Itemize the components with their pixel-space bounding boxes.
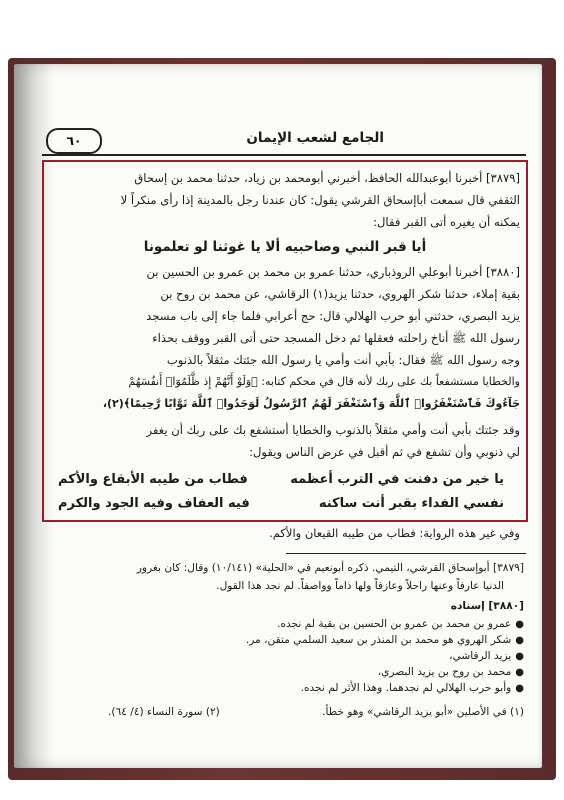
footnote-rule bbox=[286, 553, 526, 554]
quran-line: جَآءُوكَ فَٱسْتَغْفَرُوا۟ ٱللَّهَ وَٱسْتَغْفَرَ لَهُمُ ٱلرَّسُولُ لَوَجَدُوا۟ ٱللَّهَ تَوَّابًا رَّحِيمًا﴾(٢)، bbox=[102, 397, 520, 410]
bullet-icon: ● bbox=[515, 683, 524, 694]
poem-hemistich-left: فطاب من طيبه الأبقاع والأكم bbox=[58, 472, 248, 487]
list-item bbox=[378, 666, 524, 678]
bullet-icon: ● bbox=[515, 619, 524, 630]
poem-hemistich-left: فيه العفاف وفيه الجود والكرم bbox=[58, 496, 250, 511]
list-item bbox=[246, 634, 524, 646]
list-item-text: شكر الهروي هو محمد بن المنذر بن سعيد السلمي متقن، مر. bbox=[245, 634, 512, 646]
body-line: لي ذنوبي وأن تشفع في ثم أقبل في عرض الناس ويقول: bbox=[249, 445, 520, 459]
bullet-icon: ● bbox=[515, 635, 524, 646]
page-number: ٦٠ bbox=[46, 128, 102, 154]
body-line: يمكنه أن يغيره أتى القبر فقال: bbox=[373, 215, 520, 229]
footnote-3879-cont: الدنيا عارفاً وعنها راحلاً وعازفاً ولها ذاماً وواصفاً. لم نجد هذا القول. bbox=[216, 580, 504, 592]
footnote-3879: [٣٨٧٩] أبوإسحاق القرشي، التيمي. ذكره أبونعيم في «الحلية» (١٠/١٤١) وقال: كان بغرور bbox=[136, 562, 524, 574]
body-line: [٣٨٨٠] أخبرنا أبوعلي الروذباري، حدثنا عمرو بن محمد بن عمرو بن الحسين بن bbox=[146, 265, 520, 279]
list-item bbox=[449, 650, 524, 662]
body-line: الثقفي قال سمعت أباإسحاق القرشي يقول: كان عندنا رجل بالمدينة إذا رأى منكراً لا bbox=[120, 193, 520, 207]
list-item-text: عمرو بن محمد بن عمرو بن الحسين بن بقية لم نجده. bbox=[277, 618, 512, 630]
body-line: بقية إملاء، حدثنا شكر الهروي، حدثنا يزيد(١) الرقاشي، عن محمد بن روح بن bbox=[160, 287, 520, 301]
list-item bbox=[277, 618, 524, 630]
body-line: وقد جئتك بأبي أنت وأمي مثقلاً بالذنوب والخطايا أستشفع بك على ربك أن يغفر bbox=[146, 423, 520, 437]
page-header bbox=[42, 128, 526, 154]
list-item-text: يزيد الرقاشي، bbox=[449, 650, 512, 662]
verse-line: أيا قبر النبي وصاحبيه ألا يا غوثنا لو تعلمونا bbox=[143, 239, 427, 255]
poem-hemistich-right: نفسي الفداء بقبر أنت ساكنه bbox=[318, 496, 504, 511]
list-item-text: محمد بن روح بن يزيد البصري، bbox=[377, 666, 512, 678]
header-rule bbox=[42, 154, 526, 156]
bullet-icon: ● bbox=[515, 667, 524, 678]
list-item bbox=[301, 682, 524, 694]
body-line: والخطايا مستشفعاً بك على ربك لأنه قال في محكم كتابه: ﴿وَلَوْ أَنَّهُمْ إِذ ظَّلَمُوٓا۟ أَنفُسَهُمْ bbox=[128, 375, 520, 388]
body-line: [٣٨٧٩] أخبرنا أبوعبدالله الحافظ، أخبرني أبومحمد بن زياد، حدثنا محمد بن إسحاق bbox=[134, 171, 520, 185]
footnote-2: (٢) سورة النساء (٤/ ٦٤). bbox=[108, 706, 220, 718]
footnote-3880-heading: [٣٨٨٠] إسناده bbox=[450, 600, 524, 612]
variant-note: وفي غير هذه الرواية: فطاب من طيبه القيعان والأكم. bbox=[269, 526, 520, 540]
header-title: الجامع لشعب الإيمان bbox=[246, 130, 384, 146]
body-line: رسول الله ﷺ أناخ راحلته فعقلها ثم دخل المسجد حتى أتى القبر ووقف بحذاء bbox=[152, 331, 520, 345]
list-item-text: وأبو حرب الهلالي لم نجدهما. وهذا الأثر لم نجده. bbox=[300, 682, 512, 694]
body-line: يزيد البصري، حدثني أبو حرب الهلالي قال: حج أعرابي فلما جاء إلى باب مسجد bbox=[146, 309, 520, 323]
footnote-1: (١) في الأصلين «أبو يزيد الرقاشي» وهو خطأ. bbox=[322, 706, 524, 718]
bullet-icon: ● bbox=[515, 651, 524, 662]
poem-hemistich-right: يا خير من دفنت في الترب أعظمه bbox=[290, 472, 504, 487]
body-line: وجه رسول الله ﷺ فقال: بأبي أنت وأمي يا رسول الله جئتك مثقلاً بالذنوب bbox=[166, 353, 520, 367]
